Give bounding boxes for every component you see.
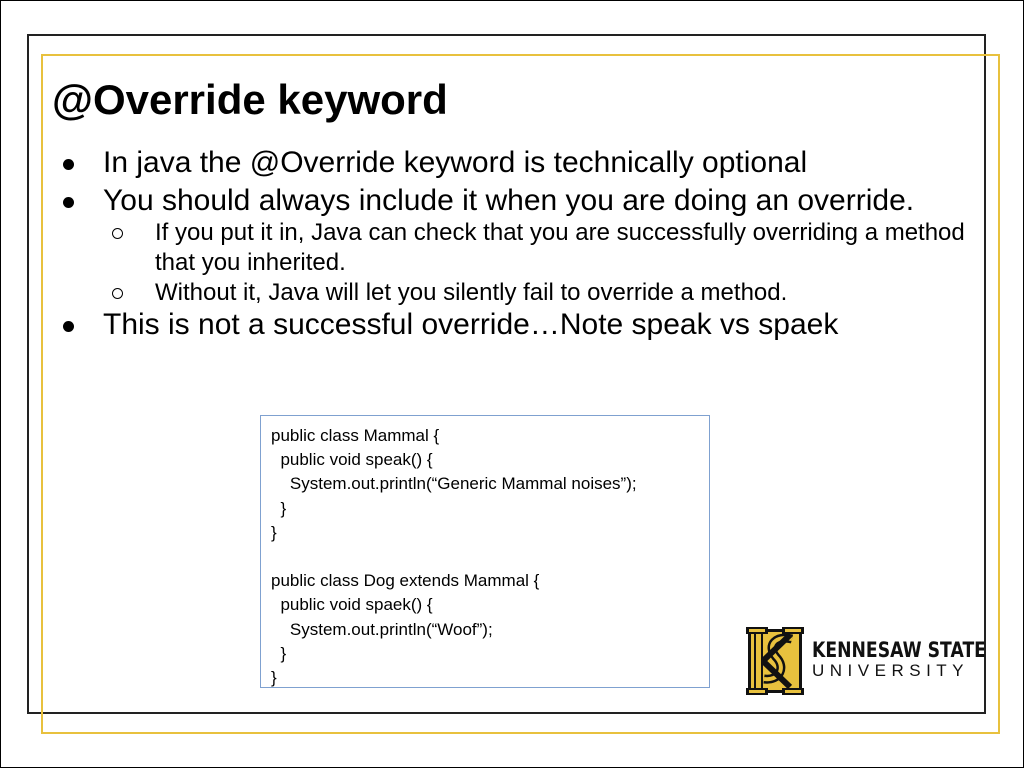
bullet-item <box>60 144 980 182</box>
bullet-ring-icon <box>112 288 123 299</box>
bullet-dot-icon <box>63 159 74 170</box>
sub-bullet-item <box>60 278 980 308</box>
code-snippet-box <box>260 415 710 688</box>
bullet-list <box>60 144 980 344</box>
logo-text-kennesaw-state: KENNESAW STATE <box>812 638 986 662</box>
university-logo <box>746 625 986 697</box>
code-line <box>271 545 699 569</box>
ksu-logo-mark-icon <box>746 625 804 697</box>
code-line: System.out.println(“Generic Mammal noises”); <box>271 474 637 494</box>
bullet-text: In java the @Override keyword is technically optional <box>103 146 808 179</box>
sub-bullet-text: If you put it in, Java can check that you are successfully overriding a method that you inherited. <box>155 219 965 276</box>
code-line: public class Mammal { <box>271 426 440 445</box>
code-line: public void spaek() { <box>271 595 433 615</box>
sub-bullet-text: Without it, Java will let you silently fail to override a method. <box>155 279 788 306</box>
slide-title: @Override keyword <box>52 76 448 123</box>
bullet-text: You should always include it when you are doing an override. <box>103 184 915 217</box>
code-line: } <box>271 667 277 687</box>
code-line: } <box>271 522 277 542</box>
code-line: public class Dog extends Mammal { <box>271 571 540 591</box>
code-line: System.out.println(“Woof”); <box>271 619 493 639</box>
code-line: } <box>271 643 287 663</box>
code-line: } <box>271 498 287 518</box>
bullet-text: This is not a successful override…Note speak vs spaek <box>103 308 839 341</box>
bullet-item <box>60 182 980 220</box>
logo-text-university: UNIVERSITY <box>812 661 970 680</box>
sub-bullet-item <box>60 218 980 278</box>
code-line: public void speak() { <box>271 450 433 470</box>
bullet-item <box>60 306 980 344</box>
bullet-ring-icon <box>112 228 123 239</box>
bullet-dot-icon <box>63 321 74 332</box>
bullet-dot-icon <box>63 197 74 208</box>
